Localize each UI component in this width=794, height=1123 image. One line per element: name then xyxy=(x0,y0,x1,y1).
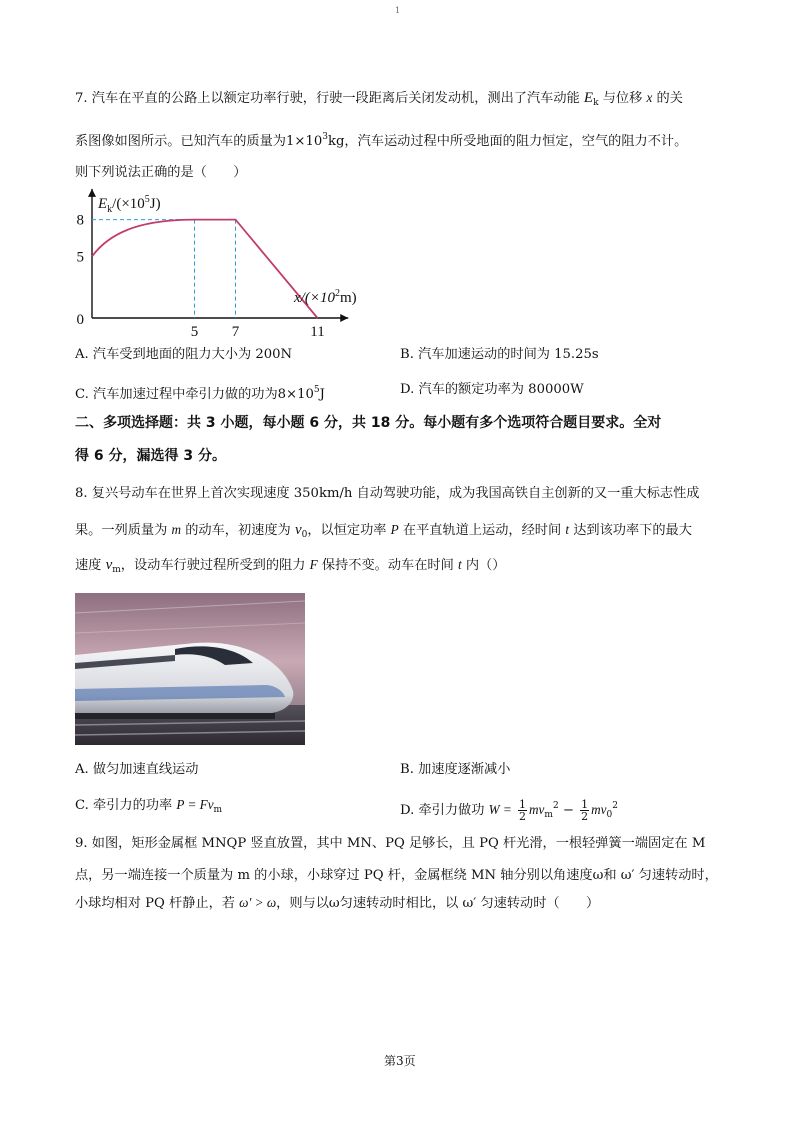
q7-option-d[interactable]: D. 汽车的额定功率为 80000W xyxy=(400,382,584,397)
q8-line-3: 速度 $v_m$，设动车行驶过程所受到的阻力 F 保持不变。动车在时间 t 内（） xyxy=(75,557,506,575)
q7-text-b: 与位移 xyxy=(598,91,647,106)
x-tick-label-1: 7 xyxy=(231,324,240,340)
half-fraction-1: $\frac{1}{2}$ xyxy=(519,798,527,823)
mass-value: $1\times 10^3kg$ xyxy=(286,132,345,149)
q7-option-b[interactable]: B. 汽车加速运动的时间为 15.25s xyxy=(400,347,599,362)
q8-option-d[interactable]: D. 牵引力做功 W = $\frac{1}{2}$ $mv_m^2$ − $\frac{1}{2}$ $mv_0^2$ xyxy=(400,798,619,823)
q7-text-c: 的关 xyxy=(652,91,683,106)
q8-line-1: 8. 复兴号动车在世界上首次实现速度 350km/h 自动驾驶功能，成为我国高铁自主创新的又一重大标志性成 xyxy=(75,486,700,501)
q8-option-b[interactable]: B. 加速度逐渐减小 xyxy=(400,762,511,777)
q8-line-2: 果。一列质量为 m 的动车，初速度为 $v_0$，以恒定功率 P 在平直轨道上运动，经时间 t 达到该功率下的最大 xyxy=(75,522,692,540)
q7-option-a[interactable]: A. 汽车受到地面的阻力大小为 200N xyxy=(75,347,293,362)
q9-line-3: 小球均相对 PQ 杆静止，若 ω′ > ω，则与以ω匀速转动时相比，以 ω′ 匀速转动时（ ） xyxy=(75,895,600,911)
ek-symbol: E xyxy=(583,90,594,106)
high-speed-train-photo xyxy=(75,593,305,745)
page-header-mark: 1 xyxy=(395,6,401,15)
y-tick-label-1: 8 xyxy=(76,212,84,229)
ek-x-chart xyxy=(60,188,360,340)
y-axis-label: $E_k/(\times 10^5J)$ xyxy=(98,194,161,215)
x-tick-label-2: 11 xyxy=(310,324,325,340)
q7-text-e: ，汽车运动过程中所受地面的阻力恒定，空气的阻力不计。 xyxy=(344,134,688,149)
q9-line-1: 9. 如图，矩形金属框 MNQP 竖直放置，其中 MN、PQ 足够长，且 PQ 杆光滑，一根轻弹簧一端固定在 M xyxy=(75,836,706,851)
q8-option-a[interactable]: A. 做匀加速直线运动 xyxy=(75,762,199,777)
q7-line-1 xyxy=(75,88,683,113)
q7-option-c[interactable]: C. 汽车加速过程中牵引力做的功为$8\times 10^5J$ xyxy=(75,385,325,402)
q9-line-2: 点，另一端连接一个质量为 m 的小球，小球穿过 PQ 杆，金属框绕 MN 轴分别以角速度ω和 ω′ 匀速转动时， xyxy=(75,868,718,883)
half-fraction-2: $\frac{1}{2}$ xyxy=(581,798,589,823)
ek-curve xyxy=(92,220,318,318)
q7-line-2 xyxy=(75,127,687,152)
x-axis-label: $x/(\times 10^2m)$ xyxy=(294,288,357,306)
train-illustration-icon xyxy=(75,593,305,745)
q8-option-c[interactable]: C. 牵引力的功率 $P = Fv_m$ xyxy=(75,797,223,815)
x-axis-arrow-icon xyxy=(340,314,348,322)
y-tick-label-0: 5 xyxy=(76,249,84,266)
q7-line-3: 则下列说法正确的是（ ） xyxy=(75,165,247,180)
x-symbol: x xyxy=(646,90,653,105)
x-tick-label-0: 5 xyxy=(190,324,199,340)
section2-heading-2: 得 6 分，漏选得 3 分。 xyxy=(75,448,226,464)
q7-text-a: 7. 汽车在平直的公路上以额定功率行驶，行驶一段距离后关闭发动机，测出了汽车动能 xyxy=(75,91,584,106)
section2-heading-1: 二、多项选择题：共 3 小题，每小题 6 分，共 18 分。每小题有多个选项符合题目要求。全对 xyxy=(75,415,662,431)
origin-label: 0 xyxy=(76,312,84,328)
y-axis-arrow-icon xyxy=(88,189,96,197)
q7-text-d: 系图像如图所示。已知汽车的质量为 xyxy=(75,134,286,149)
ek-sub: k xyxy=(593,98,599,108)
page-number: 第3页 xyxy=(384,1054,416,1068)
